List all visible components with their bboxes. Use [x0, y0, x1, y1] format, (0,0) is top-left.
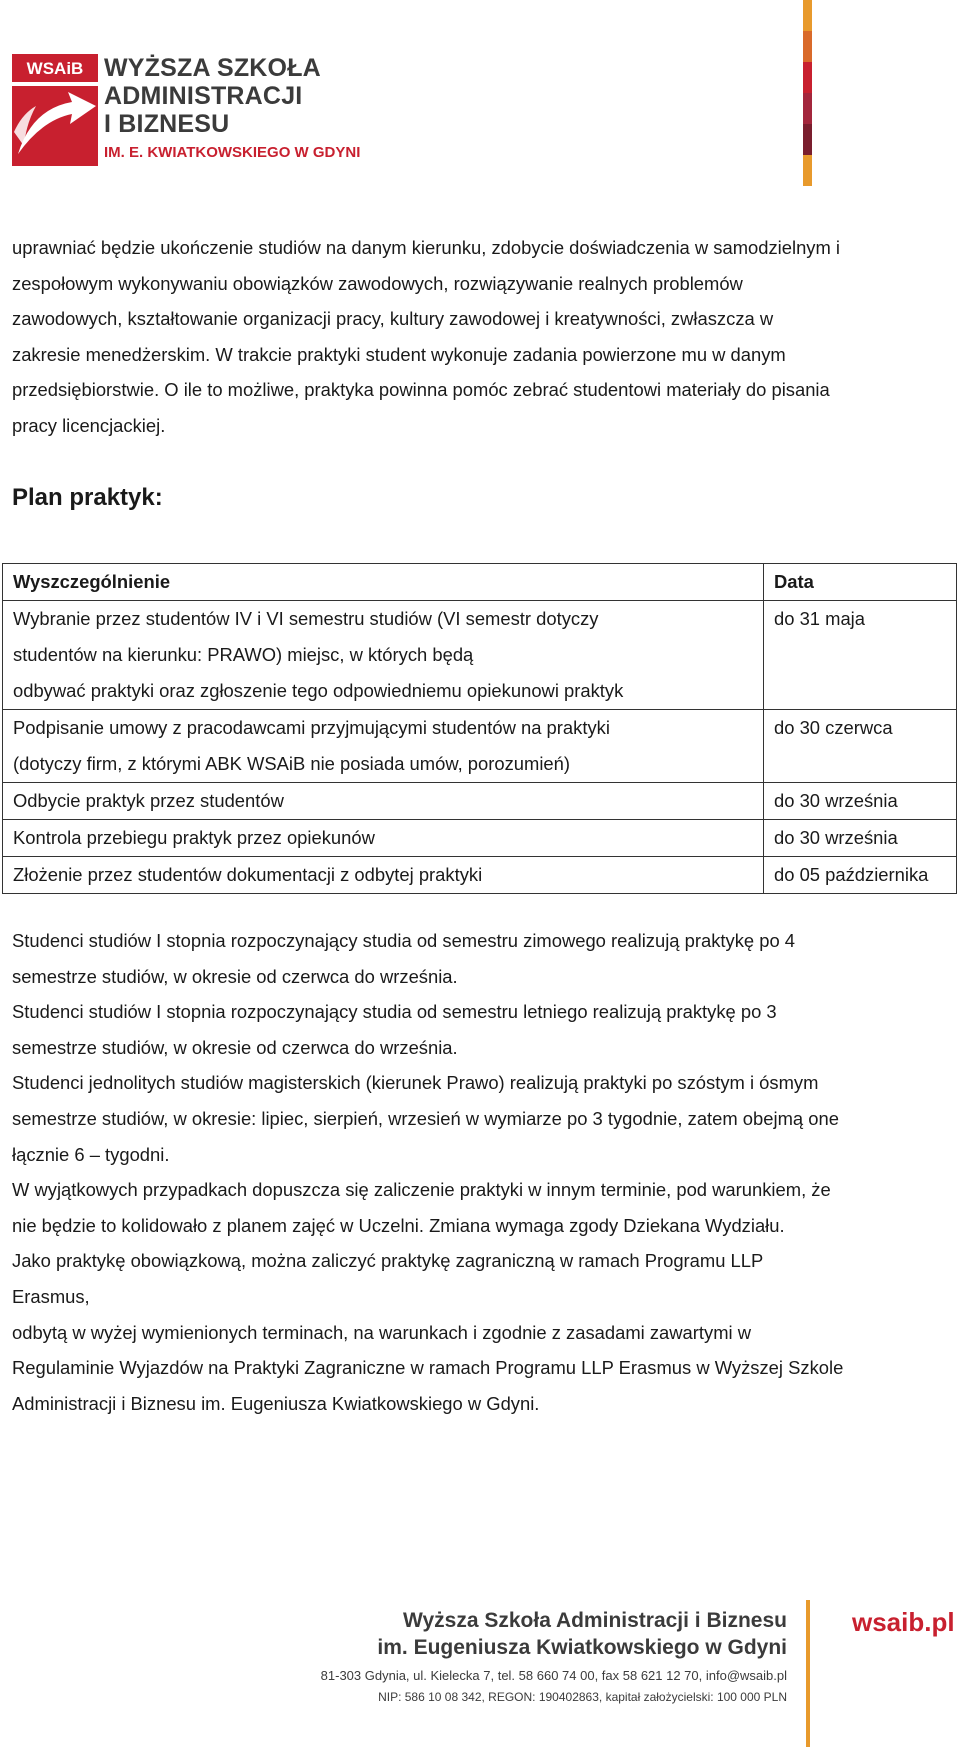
decorative-color-strip — [803, 0, 812, 186]
table-cell-item — [3, 710, 764, 783]
footer-website: wsaib.pl — [852, 1607, 955, 1637]
footer-registry: NIP: 586 10 08 342, REGON: 190402863, kapitał założycielski: 100 000 PLN — [378, 1690, 787, 1704]
text-line: pracy licencjackiej. — [12, 414, 166, 436]
rules-paragraph — [12, 923, 952, 1421]
table-row — [3, 857, 957, 894]
text-line: Jako praktykę obowiązkową, można zaliczyć praktykę zagraniczną w ramach Programu LLP — [12, 1250, 764, 1272]
brand-line-2: ADMINISTRACJI — [104, 82, 303, 110]
table-header-row — [3, 564, 957, 601]
table-cell-date: do 05 października — [764, 857, 957, 894]
text-line: W wyjątkowych przypadkach dopuszcza się zaliczenie praktyki w innym terminie, pod warunkiem, że — [12, 1179, 831, 1201]
logo-abbr: WSAiB — [26, 59, 84, 78]
text-line: Studenci studiów I stopnia rozpoczynający studia od semestru zimowego realizują praktykę po 4 — [12, 930, 796, 951]
brand-line-1: WYŻSZA SZKOŁA — [104, 54, 321, 82]
text-line: Studenci studiów I stopnia rozpoczynający studia od semestru letniego realizują praktykę po 3 — [12, 1001, 777, 1023]
internship-plan-table — [2, 563, 957, 894]
text-line: odbytą w wyżej wymienionych terminach, na warunkach i zgodnie z zasadami zawartymi w — [12, 1321, 752, 1343]
cell-line: Wybranie przez studentów IV i VI semestru studiów (VI semestr dotyczy — [13, 608, 599, 629]
logo-emblem-icon — [12, 54, 98, 166]
footer-title-line-1: Wyższa Szkoła Administracji i Biznesu — [403, 1609, 787, 1632]
text-line: uprawniać będzie ukończenie studiów na danym kierunku, zdobycie doświadczenia w samodzielnym i — [12, 237, 841, 258]
brand-subtitle: IM. E. KWIATKOWSKIEGO W GDYNI — [104, 144, 361, 161]
table-cell-date: do 30 września — [764, 783, 957, 820]
table-cell-item — [3, 820, 764, 857]
table-cell-date: do 30 czerwca — [764, 710, 957, 783]
table-row — [3, 710, 957, 783]
text-line: Studenci jednolitych studiów magisterskich (kierunek Prawo) realizują praktyki po szóstym i ósmym — [12, 1072, 819, 1094]
text-line: Erasmus, — [12, 1285, 90, 1307]
text-line: Regulaminie Wyjazdów na Praktyki Zagraniczne w ramach Programu LLP Erasmus w Wyższej Szkole — [12, 1357, 844, 1379]
cell-line: (dotyczy firm, z którymi ABK WSAiB nie posiada umów, porozumień) — [13, 753, 571, 774]
column-header-date: Data — [764, 564, 957, 601]
text-line: semestrze studiów, w okresie od czerwca do września. — [12, 1036, 458, 1058]
university-logo — [12, 54, 372, 169]
text-line: łącznie 6 – tygodni. — [12, 1143, 170, 1165]
table-cell-date: do 31 maja — [764, 601, 957, 710]
section-heading: Plan praktyk: — [12, 484, 163, 511]
footer-title-line-2: im. Eugeniusza Kwiatkowskiego w Gdyni — [377, 1636, 787, 1659]
table-cell-date: do 30 września — [764, 820, 957, 857]
table-row — [3, 783, 957, 820]
intro-paragraph — [12, 230, 952, 444]
brand-name — [104, 54, 360, 163]
text-line: zawodowych, kształtowanie organizacji pracy, kultury zawodowej i kreatywności, zwłaszcza w — [12, 308, 774, 330]
cell-line: Odbycie praktyk przez studentów — [13, 790, 284, 811]
footer-address: 81-303 Gdynia, ul. Kielecka 7, tel. 58 660 74 00, fax 58 621 12 70, info@wsaib.pl — [320, 1668, 787, 1683]
brand-line-3: I BIZNESU — [104, 110, 230, 138]
footer-info — [321, 1607, 787, 1707]
text-line: semestrze studiów, w okresie od czerwca do września. — [12, 965, 458, 987]
table-cell-item — [3, 857, 764, 894]
text-line: przedsiębiorstwie. O ile to możliwe, praktyka powinna pomóc zebrać studentowi materiały do pisania — [12, 379, 830, 401]
table-row — [3, 601, 957, 710]
text-line: semestrze studiów, w okresie: lipiec, sierpień, wrzesień w wymiarze po 3 tygodnie, zatem obejmą one — [12, 1107, 839, 1129]
cell-line: studentów na kierunku: PRAWO) miejsc, w których będą — [13, 644, 474, 665]
page-footer — [0, 1600, 960, 1747]
table-row — [3, 820, 957, 857]
cell-line: Złożenie przez studentów dokumentacji z odbytej praktyki — [13, 864, 483, 885]
text-line: Administracji i Biznesu im. Eugeniusza Kwiatkowskiego w Gdyni. — [12, 1392, 540, 1414]
cell-line: Kontrola przebiegu praktyk przez opiekunów — [13, 827, 375, 848]
table-cell-item — [3, 601, 764, 710]
cell-line: odbywać praktyki oraz zgłoszenie tego odpowiedniemu opiekunowi praktyk — [13, 680, 624, 701]
column-header-item: Wyszczególnienie — [3, 564, 764, 601]
text-line: nie będzie to kolidowało z planem zajęć w Uczelni. Zmiana wymaga zgody Dziekana Wydziału. — [12, 1214, 785, 1236]
cell-line: Podpisanie umowy z pracodawcami przyjmującymi studentów na praktyki — [13, 717, 610, 738]
footer-divider — [806, 1600, 810, 1747]
text-line: zakresie menedżerskim. W trakcie praktyki student wykonuje zadania powierzone mu w danym — [12, 343, 786, 365]
table-cell-item — [3, 783, 764, 820]
text-line: zespołowym wykonywaniu obowiązków zawodowych, rozwiązywanie realnych problemów — [12, 272, 743, 294]
